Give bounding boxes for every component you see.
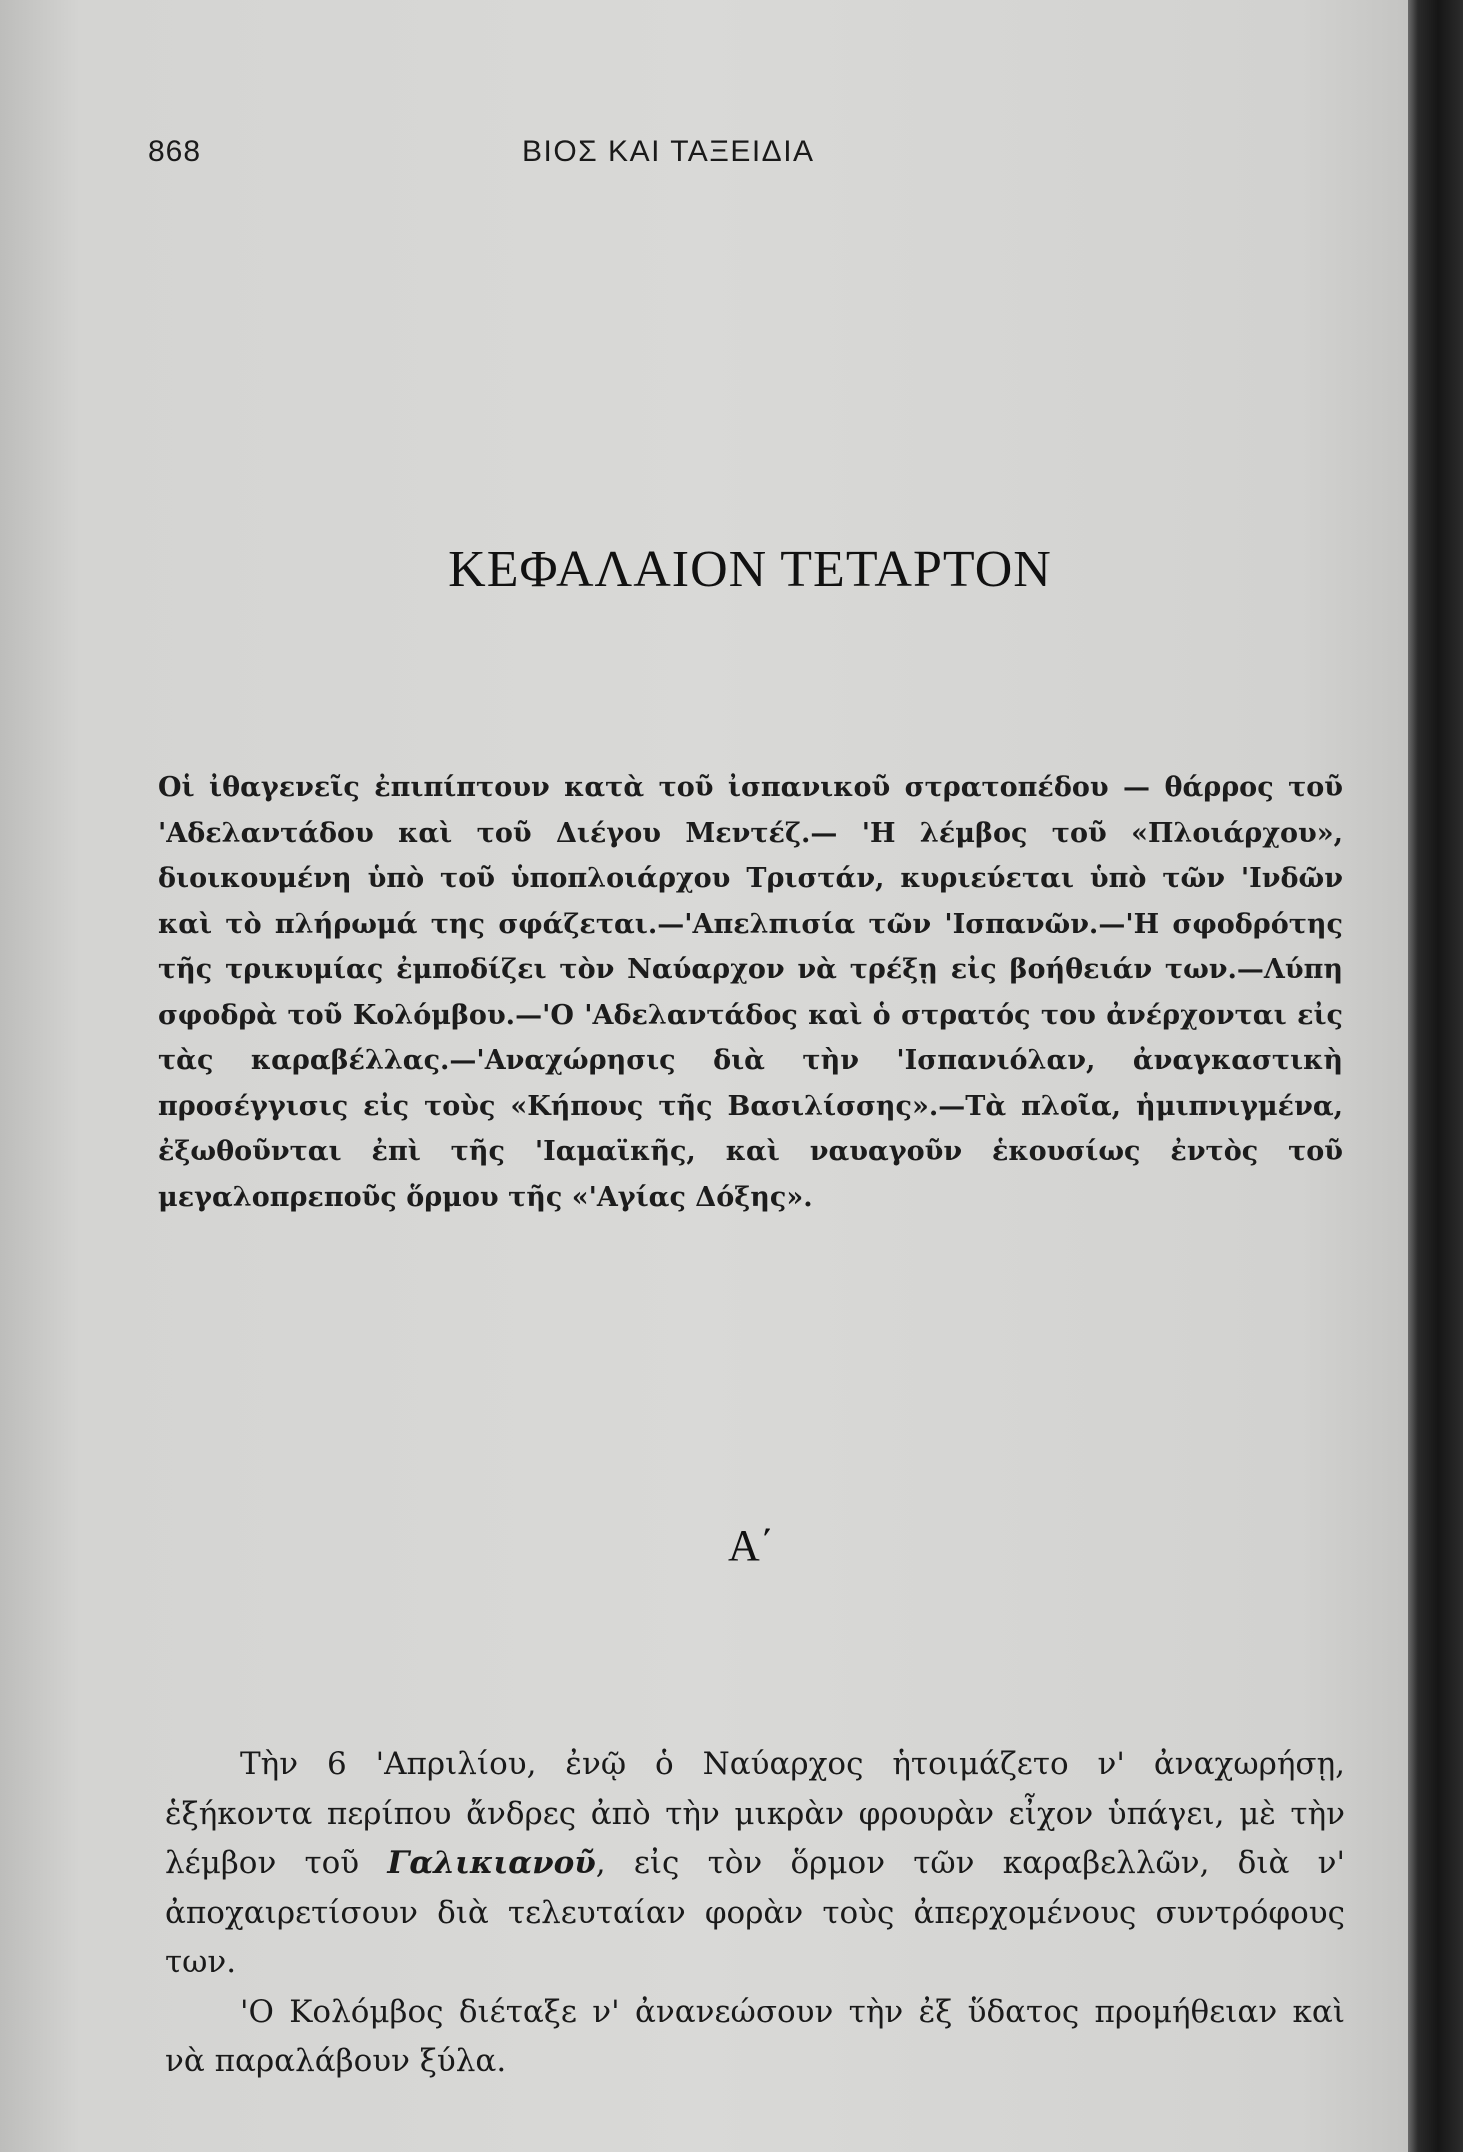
page-header	[0, 135, 1408, 175]
body-text	[165, 1740, 1345, 2087]
paragraph-1	[165, 1740, 1345, 1988]
chapter-summary: Οἱ ἰθαγενεῖς ἐπιπίπτουν κατὰ τοῦ ἰσπανικοῦ στρατοπέδου — θάρρος τοῦ 'Αδελαντάδου καὶ τοῦ Διέγου Μεντέζ.— 'Η λέμβος τοῦ «Πλοιάρχου», διοικουμένη ὑπὸ τοῦ ὑποπλοιάρχου Τριστάν, κυριεύεται ὑπὸ τῶν 'Ινδῶν καὶ τὸ πλήρωμά της σφάζεται.—'Απελπισία τῶν 'Ισπανῶν.—'Η σφοδρότης τῆς τρικυμίας ἐμποδίζει τὸν Ναύαρχον νὰ τρέξῃ εἰς βοήθειάν των.—Λύπη σφοδρὰ τοῦ Κολόμβου.—'Ο 'Αδελαντάδος καὶ ὁ στρατός του ἀνέρχονται εἰς τὰς καραβέλλας.—'Αναχώρησις διὰ τὴν 'Ισπανιόλαν, ἀναγκαστικὴ προσέγγισις εἰς τοὺς «Κήπους τῆς Βασιλίσσης».—Τὰ πλοῖα, ἡμιπνιγμένα, ἐξωθοῦνται ἐπὶ τῆς 'Ιαμαϊκῆς, καὶ ναυαγοῦν ἑκουσίως ἐντὸς τοῦ μεγαλοπρεποῦς ὅρμου τῆς «'Αγίας Δόξης».	[158, 772, 1343, 1213]
running-head: ΒΙΟΣ ΚΑΙ ΤΑΞΕΙΔΙΑ	[522, 135, 815, 168]
section-marker: Α΄	[728, 1521, 775, 1570]
paragraph-1-emphasis: Γαλικιανοῦ	[387, 1845, 596, 1881]
paragraph-2: 'Ο Κολόμβος διέταξε ν' ἀνανεώσουν τὴν ἐξ ὕδατος προμήθειαν καὶ νὰ παραλάβουν ξύλα.	[165, 1993, 1345, 2079]
paragraph-1-start: Τὴν 6 'Απριλίου, ἐνῷ ὁ Ναύαρχος ἡτοιμάζετο ν' ἀναχωρήσῃ, ἑξήκοντα περίπου ἄνδρες ἀπὸ τὴν μικρὰν φρουρὰν εἶχον ὑπάγει, μὲ τὴν λέμβον τοῦ	[165, 1746, 1345, 1881]
paragraph-1-end: , εἰς τὸν ὅρμον τῶν καραβελλῶν, διὰ ν' ἀποχαιρετίσουν διὰ τελευταίαν φορὰν τοὺς ἀπερχομένους συντρόφους των.	[165, 1845, 1345, 1980]
book-spine-shadow	[1408, 0, 1463, 2152]
chapter-title: ΚΕΦΑΛΑΙΟΝ ΤΕΤΑΡΤΟΝ	[448, 541, 1052, 598]
page-number: 868	[148, 135, 202, 168]
